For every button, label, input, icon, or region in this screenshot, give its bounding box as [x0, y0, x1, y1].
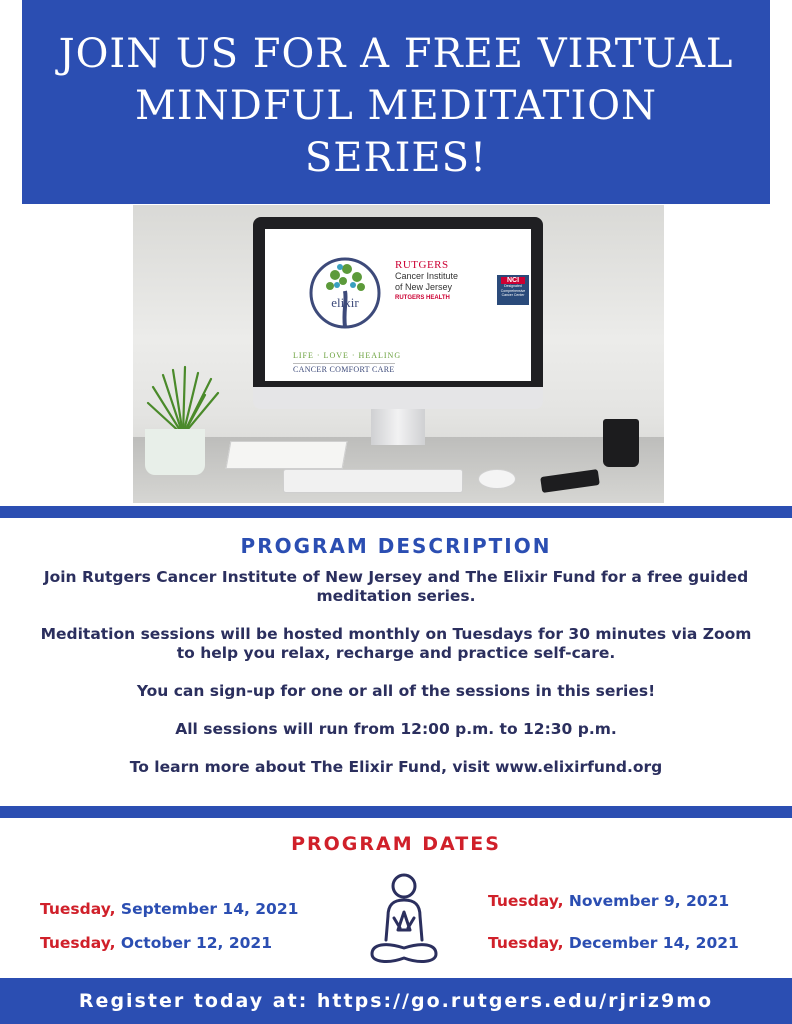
date-day: Tuesday,	[40, 900, 116, 918]
rutgers-line-2: of New Jersey	[395, 282, 453, 292]
mouse	[478, 469, 516, 489]
title-line-3: SERIES!	[304, 135, 488, 181]
description-heading: PROGRAM DESCRIPTION	[240, 534, 552, 558]
title-line-1: JOIN US FOR A FREE VIRTUAL	[58, 31, 734, 77]
monitor	[253, 217, 543, 407]
date-item	[40, 934, 272, 952]
elixir-wordmark: elixir	[331, 295, 359, 310]
monitor-screen	[265, 229, 531, 381]
nci-badge	[497, 275, 529, 305]
notebook	[226, 441, 348, 469]
divider-bar-top	[0, 506, 792, 518]
description-paragraph-3: You can sign-up for one or all of the sessions in this series!	[136, 682, 656, 700]
description-paragraph-1: Join Rutgers Cancer Institute of New Jersey and The Elixir Fund for a free guided meditation series.	[43, 568, 749, 605]
mug	[603, 419, 639, 467]
elixir-tagline: LIFE · LOVE · HEALING	[293, 351, 402, 360]
watering-can	[145, 429, 205, 475]
description-paragraph-4: All sessions will run from 12:00 p.m. to 12:30 p.m.	[175, 720, 617, 738]
date-item	[40, 900, 298, 918]
meditation-icon	[364, 870, 444, 970]
plant-icon	[143, 365, 223, 435]
date-value: November 9, 2021	[568, 892, 730, 910]
keyboard	[283, 469, 463, 493]
description-paragraph-5: To learn more about The Elixir Fund, visit www.elixirfund.org	[129, 758, 663, 776]
date-value: September 14, 2021	[120, 900, 299, 918]
description-paragraph-2: Meditation sessions will be hosted monthly on Tuesdays for 30 minutes via Zoom to help you relax, recharge and practice self-care.	[40, 625, 752, 662]
monitor-chin	[253, 387, 543, 409]
rutgers-name: RUTGERS	[395, 259, 449, 271]
rutgers-health: RUTGERS HEALTH	[395, 295, 450, 301]
monitor-stand	[371, 409, 425, 445]
date-item	[488, 934, 739, 952]
date-item	[488, 892, 729, 910]
hero-photo	[133, 205, 664, 503]
program-description	[30, 568, 762, 796]
date-day: Tuesday,	[40, 934, 116, 952]
title-banner	[22, 0, 770, 204]
date-value: October 12, 2021	[120, 934, 272, 952]
date-day: Tuesday,	[488, 934, 564, 952]
nci-subtitle: Designated Comprehensive Cancer Center	[500, 284, 526, 297]
title-line-2: MINDFUL MEDITATION	[134, 83, 658, 129]
rutgers-logo	[395, 259, 458, 301]
elixir-subtitle: CANCER COMFORT CARE	[293, 365, 395, 374]
dates-heading: PROGRAM DATES	[291, 833, 501, 855]
date-value: December 14, 2021	[568, 934, 739, 952]
date-day: Tuesday,	[488, 892, 564, 910]
register-footer[interactable]: Register today at: https://go.rutgers.edu/rjriz9mo	[0, 978, 792, 1024]
nci-label: NCI	[501, 277, 525, 284]
rutgers-line-1: Cancer Institute	[395, 271, 459, 281]
divider-bar-bottom	[0, 806, 792, 818]
